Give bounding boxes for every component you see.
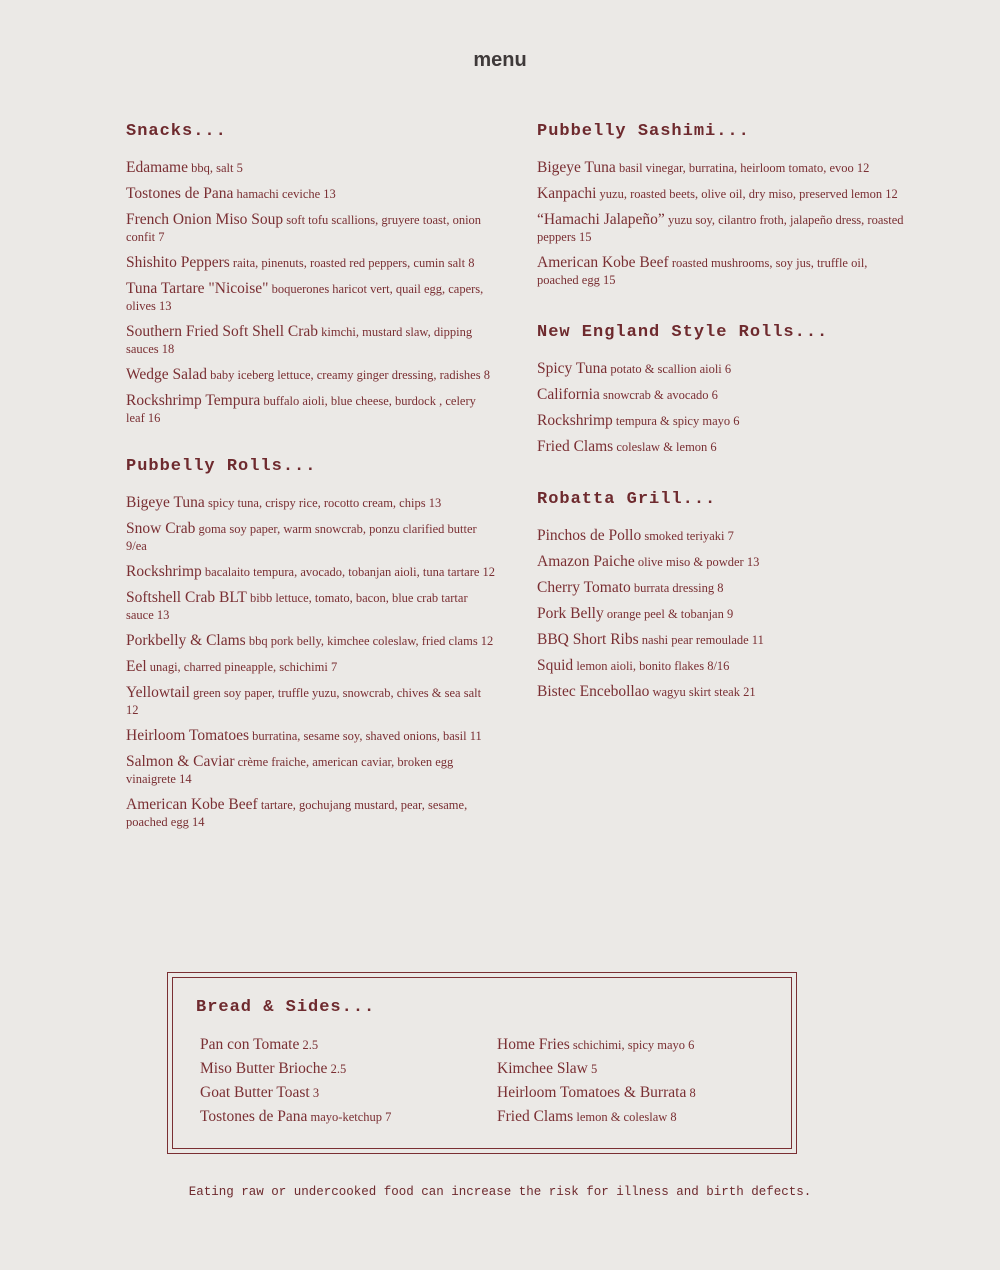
item-description: roasted mushrooms, soy jus, truffle oil, poached egg 15 <box>537 256 868 287</box>
item-name: Tostones de Pana <box>126 185 234 202</box>
menu-item <box>537 605 907 623</box>
item-description: bbq, salt 5 <box>191 161 243 175</box>
bread-sides-box <box>167 972 797 1154</box>
robatta-section <box>537 490 907 701</box>
item-description: 3 <box>312 1086 320 1100</box>
item-name: Edamame <box>126 159 188 176</box>
section-title-new-england: New England Style Rolls... <box>537 323 829 342</box>
item-name: Heirloom Tomatoes <box>126 727 250 744</box>
menu-item <box>537 683 907 701</box>
menu-item <box>537 159 907 177</box>
menu-item <box>200 1108 480 1126</box>
item-description: nashi pear remoulade 11 <box>641 633 764 647</box>
item-description: spicy tuna, crispy rice, rocotto cream, chips 13 <box>207 496 442 510</box>
menu-item <box>126 280 496 315</box>
item-name: Shishito Peppers <box>126 254 230 271</box>
item-description: coleslaw & lemon 6 <box>616 440 717 454</box>
item-name: Porkbelly & Clams <box>126 632 246 649</box>
section-title-snacks: Snacks... <box>126 122 227 141</box>
item-name: American Kobe Beef <box>126 796 258 813</box>
item-name: “Hamachi Jalapeño” <box>537 211 665 228</box>
item-description: schichimi, spicy mayo 6 <box>572 1038 695 1052</box>
item-description: snowcrab & avocado 6 <box>602 388 718 402</box>
item-name: Miso Butter Brioche <box>200 1060 328 1077</box>
item-name: Tuna Tartare "Nicoise" <box>126 280 269 297</box>
item-description: tempura & spicy mayo 6 <box>615 414 740 428</box>
item-description: green soy paper, truffle yuzu, snowcrab, chives & sea salt 12 <box>126 686 482 717</box>
item-name: Pinchos de Pollo <box>537 527 642 544</box>
footer-disclaimer: Eating raw or undercooked food can increase the risk for illness and birth defects. <box>188 1185 812 1199</box>
menu-list <box>537 159 907 289</box>
menu-item <box>497 1036 777 1054</box>
snacks-section <box>126 122 496 427</box>
menu-item <box>537 360 907 378</box>
menu-item <box>126 366 496 384</box>
item-name: Rockshrimp <box>537 412 613 429</box>
item-name: French Onion Miso Soup <box>126 211 284 228</box>
item-name: California <box>537 386 600 403</box>
menu-item <box>126 392 496 427</box>
menu-item <box>537 412 907 430</box>
menu-item <box>126 753 496 788</box>
item-description: 8 <box>689 1086 696 1100</box>
menu-item <box>537 631 907 649</box>
item-description: soft tofu scallions, gruyere toast, onion confit 7 <box>126 213 482 244</box>
item-description: tartare, gochujang mustard, pear, sesame, poached egg 14 <box>126 798 468 829</box>
item-description: unagi, charred pineapple, schichimi 7 <box>149 660 338 674</box>
menu-item <box>200 1084 480 1102</box>
menu-item <box>126 254 496 272</box>
menu-item <box>537 657 907 675</box>
item-name: Softshell Crab BLT <box>126 589 247 606</box>
item-name: American Kobe Beef <box>537 254 669 271</box>
menu-item <box>497 1108 777 1126</box>
left-column <box>126 122 496 839</box>
item-description: hamachi ceviche 13 <box>236 187 336 201</box>
menu-item <box>537 553 907 571</box>
menu-item <box>537 579 907 597</box>
item-description: yuzu, roasted beets, olive oil, dry miso, preserved lemon 12 <box>599 187 898 201</box>
item-name: Southern Fried Soft Shell Crab <box>126 323 319 340</box>
menu-item <box>200 1036 480 1054</box>
menu-item <box>126 211 496 246</box>
item-name: Kimchee Slaw <box>497 1060 588 1077</box>
item-description: 5 <box>590 1062 598 1076</box>
menu-item <box>126 589 496 624</box>
menu-item <box>126 494 496 512</box>
right-column <box>537 122 907 709</box>
item-name: Salmon & Caviar <box>126 753 235 770</box>
item-description: boquerones haricot vert, quail egg, capers, olives 13 <box>126 282 484 313</box>
item-description: baby iceberg lettuce, creamy ginger dressing, radishes 8 <box>210 368 490 382</box>
item-name: Pork Belly <box>537 605 604 622</box>
item-description: wagyu skirt steak 21 <box>652 685 756 699</box>
item-name: Goat Butter Toast <box>200 1084 310 1101</box>
item-description: kimchi, mustard slaw, dipping sauces 18 <box>126 325 473 356</box>
item-name: Heirloom Tomatoes & Burrata <box>497 1084 687 1101</box>
sides-left-list <box>200 1036 480 1132</box>
item-name: Spicy Tuna <box>537 360 608 377</box>
menu-item <box>537 185 907 203</box>
item-name: Amazon Paiche <box>537 553 635 570</box>
new-england-section <box>537 323 907 456</box>
menu-item <box>126 159 496 177</box>
menu-item <box>126 632 496 650</box>
menu-item <box>200 1060 480 1078</box>
item-description: burratina, sesame soy, shaved onions, basil 11 <box>252 729 482 743</box>
item-description: lemon aioli, bonito flakes 8/16 <box>576 659 730 673</box>
item-name: Bigeye Tuna <box>126 494 205 511</box>
item-name: Kanpachi <box>537 185 597 202</box>
item-description: mayo-ketchup 7 <box>310 1110 392 1124</box>
rolls-section <box>126 457 496 831</box>
item-name: Snow Crab <box>126 520 196 537</box>
item-name: Fried Clams <box>497 1108 574 1125</box>
menu-item <box>537 211 907 246</box>
item-name: Fried Clams <box>537 438 614 455</box>
menu-item <box>126 563 496 581</box>
menu-item <box>126 658 496 676</box>
item-name: BBQ Short Ribs <box>537 631 639 648</box>
item-description: basil vinegar, burratina, heirloom tomato, evoo 12 <box>618 161 870 175</box>
item-description: raita, pinenuts, roasted red peppers, cumin salt 8 <box>232 256 475 270</box>
item-name: Bigeye Tuna <box>537 159 616 176</box>
menu-list <box>537 360 907 456</box>
menu-item <box>497 1084 777 1102</box>
item-name: Home Fries <box>497 1036 570 1053</box>
sides-right-list <box>497 1036 777 1132</box>
item-description: bacalaito tempura, avocado, tobanjan aioli, tuna tartare 12 <box>204 565 496 579</box>
item-description: 2.5 <box>330 1062 347 1076</box>
item-name: Tostones de Pana <box>200 1108 308 1125</box>
menu-list <box>126 159 496 427</box>
section-title-robatta: Robatta Grill... <box>537 490 717 509</box>
item-description: 2.5 <box>302 1038 319 1052</box>
menu-item <box>537 386 907 404</box>
menu-item <box>537 254 907 289</box>
item-name: Yellowtail <box>126 684 190 701</box>
item-description: bibb lettuce, tomato, bacon, blue crab tartar sauce 13 <box>126 591 468 622</box>
item-name: Eel <box>126 658 147 675</box>
menu-item <box>126 684 496 719</box>
item-name: Rockshrimp Tempura <box>126 392 261 409</box>
item-description: smoked teriyaki 7 <box>644 529 734 543</box>
item-description: lemon & coleslaw 8 <box>576 1110 677 1124</box>
item-description: crème fraiche, american caviar, broken egg vinaigrete 14 <box>126 755 454 786</box>
item-name: Rockshrimp <box>126 563 202 580</box>
item-description: yuzu soy, cilantro froth, jalapeño dress, roasted peppers 15 <box>537 213 904 244</box>
menu-item <box>126 185 496 203</box>
item-name: Bistec Encebollao <box>537 683 650 700</box>
item-description: burrata dressing 8 <box>633 581 724 595</box>
menu-item <box>126 796 496 831</box>
menu-list <box>126 494 496 831</box>
item-name: Pan con Tomate <box>200 1036 300 1053</box>
item-description: buffalo aioli, blue cheese, burdock , celery leaf 16 <box>126 394 476 425</box>
item-name: Squid <box>537 657 574 674</box>
item-description: bbq pork belly, kimchee coleslaw, fried clams 12 <box>248 634 494 648</box>
section-title-bread-sides: Bread & Sides... <box>196 998 376 1017</box>
page-title: menu <box>473 49 527 71</box>
menu-item <box>537 438 907 456</box>
item-name: Wedge Salad <box>126 366 207 383</box>
menu-item <box>126 520 496 555</box>
section-title-sashimi: Pubbelly Sashimi... <box>537 122 750 141</box>
item-description: olive miso & powder 13 <box>637 555 760 569</box>
section-title-rolls: Pubbelly Rolls... <box>126 457 317 476</box>
menu-item <box>497 1060 777 1078</box>
item-description: orange peel & tobanjan 9 <box>606 607 734 621</box>
item-description: goma soy paper, warm snowcrab, ponzu clarified butter 9/ea <box>126 522 477 553</box>
item-name: Cherry Tomato <box>537 579 631 596</box>
item-description: potato & scallion aioli 6 <box>610 362 732 376</box>
menu-item <box>126 727 496 745</box>
menu-item <box>537 527 907 545</box>
menu-list <box>537 527 907 701</box>
menu-item <box>126 323 496 358</box>
sashimi-section <box>537 122 907 289</box>
